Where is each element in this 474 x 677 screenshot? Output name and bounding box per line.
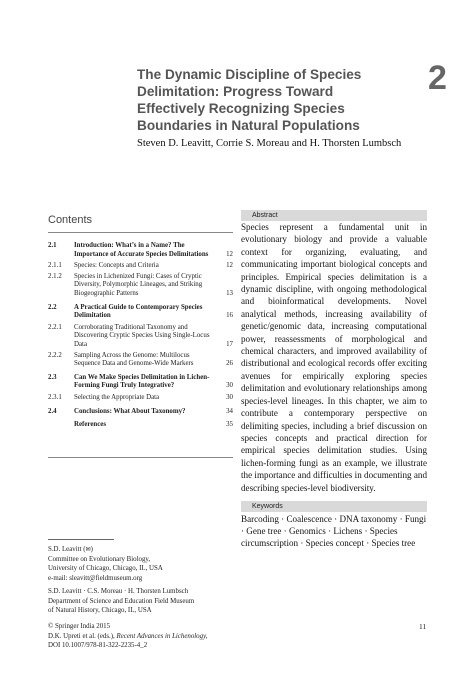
toc-section-title: Species in Lichenized Fungi: Cases of Cryptic Diversity, Polymorphic Lineages, and Striking Biogeographic Patterns [74, 272, 203, 297]
toc-entry[interactable] [48, 408, 233, 417]
toc-page-number: 13 [226, 289, 233, 297]
toc-page-number: 30 [226, 382, 233, 390]
toc-entry[interactable] [48, 324, 233, 350]
contents-heading: Contents [48, 214, 93, 226]
keywords-label: Keywords [241, 501, 427, 512]
toc-section-number: 2.1 [48, 242, 57, 249]
toc-entry[interactable] [48, 352, 233, 369]
affiliation-name-row: S.D. Leavitt (✉) [48, 546, 93, 553]
affiliation-name: S.D. Leavitt · C.S. Moreau · H. Thorsten Lumbsch [48, 588, 189, 595]
toc-section-number [48, 421, 74, 430]
citation-book: Recent Advances in Lichenology, [116, 632, 208, 640]
affiliation-line: Committee on Evolutionary Biology, [48, 555, 151, 563]
toc-section-number: 2.1.2 [48, 272, 62, 280]
affiliation-rule [48, 539, 114, 540]
toc-entry[interactable] [48, 262, 233, 271]
toc-section-title: References [74, 421, 107, 429]
toc-entry[interactable] [48, 421, 233, 430]
citation-prefix: D.K. Upreti et al. (eds.), [48, 632, 117, 640]
affiliation-line: University of Chicago, Chicago, IL, USA [48, 565, 163, 572]
toc-entry[interactable] [48, 304, 233, 321]
toc-entry[interactable] [48, 242, 233, 259]
table-of-contents [48, 242, 233, 433]
keywords-text: Barcoding · Coalescence · DNA taxonomy · Fungi · Gene tree · Genomics · Lichens · Species circumscription · Species concept · Species tree [241, 514, 427, 548]
author-list: Steven D. Leavitt, Corrie S. Moreau and H. Thorsten Lumbsch [137, 138, 402, 149]
envelope-icon: ✉ [85, 546, 91, 553]
toc-entry[interactable] [48, 273, 233, 299]
title-line: Boundaries in Natural Populations [137, 118, 360, 133]
affiliation-first [48, 545, 248, 583]
affiliation-name: S.D. Leavitt [48, 546, 82, 553]
toc-section-number: 2.2.2 [48, 351, 62, 359]
toc-section-title: A Practical Guide to Contemporary Species Delimitation [74, 303, 203, 320]
title-line: Delimitation: Progress Toward [137, 84, 334, 99]
chapter-title [137, 66, 437, 134]
doi[interactable]: DOI 10.1007/978-81-322-2235-4_2 [48, 642, 148, 649]
toc-section-title: Selecting the Appropriate Data [74, 393, 160, 401]
affiliation-email[interactable]: e-mail: sleavitt@fieldmuseum.org [48, 574, 143, 582]
toc-section-title: Species: Concepts and Criteria [74, 262, 159, 270]
toc-section-title: Conclusions: What About Taxonomy? [74, 407, 186, 415]
toc-section-number: 2.3.1 [48, 393, 62, 401]
toc-section-title: Sampling Across the Genome: Multilocus Sequence Data and Genome-Wide Markers [74, 351, 194, 368]
toc-section-number: 2.2 [48, 303, 57, 311]
page-number: 11 [419, 622, 427, 631]
affiliation-second [48, 587, 248, 616]
toc-entry[interactable] [48, 374, 233, 391]
affiliation-line: of Natural History, Chicago, IL, USA [48, 607, 152, 614]
toc-page-number: 30 [226, 393, 233, 401]
toc-page-number: 16 [226, 312, 233, 320]
title-line: The Dynamic Discipline of Species [137, 67, 362, 82]
toc-section-number: 2.2.1 [48, 323, 62, 331]
toc-section-number: 2.4 [48, 407, 57, 415]
toc-page-number: 26 [226, 360, 233, 368]
toc-section-number: 2.3 [48, 373, 57, 381]
toc-page-number: 17 [226, 340, 233, 348]
toc-section-title: Introduction: What’s in a Name? The Importance of Accurate Species Delimitations [74, 242, 209, 258]
footer [48, 622, 428, 651]
contents-top-rule [48, 232, 233, 233]
toc-section-title: Corroborating Traditional Taxonomy and Discovering Cryptic Species Using Single-Locus Data [74, 323, 210, 348]
title-line: Effectively Recognizing Species [137, 101, 345, 116]
toc-page-number: 12 [226, 262, 233, 270]
toc-page-number: 34 [226, 407, 233, 415]
chapter-number: 2 [428, 59, 447, 97]
copyright: © Springer India 2015 [48, 623, 111, 630]
toc-entry[interactable] [48, 394, 233, 403]
toc-section-number: 2.1.1 [48, 262, 62, 270]
toc-page-number: 12 [226, 250, 233, 258]
abstract-label: Abstract [241, 210, 427, 221]
abstract-text: Species represent a fundamental unit in evolutionary biology and provide a valuable context for organizing, evaluating, and communicating important biological concepts and principles. Empirical species delimitation is a dynamic discipline, with ongoing methodological and bioinformatical developments. Novel analytical methods, increasing availability of genetic/genomic data, increasing computational power, reassessments of morphological and chemical characters, and improved availability of distributional and ecological records offer exciting avenues for empirically exploring species delimitation and evolutionary relationships among species-level lineages. In this chapter, we aim to contribute a contemporary perspective on delimiting species, including a brief discussion on species concepts and practical direction for empirical species delimitation studies. Using lichen-forming fungi as an example, we illustrate the importance and difficulties in documenting and describing species-level biodiversity. [241, 222, 427, 493]
contents-bottom-rule [48, 457, 233, 458]
toc-section-title: Can We Make Species Delimitation in Lichen-Forming Fungi Truly Integrative? [74, 373, 210, 390]
affiliation-line: Department of Science and Education Field Museum [48, 597, 195, 605]
citation [48, 632, 428, 642]
toc-page-number: 35 [226, 421, 233, 429]
